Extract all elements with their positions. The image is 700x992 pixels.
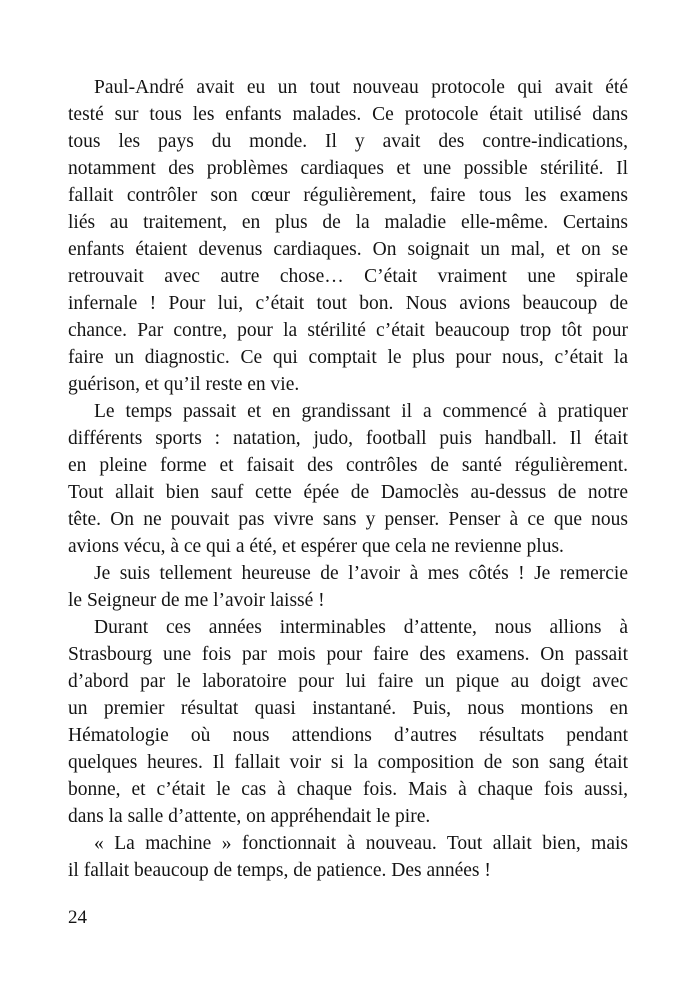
page-number: 24 — [68, 907, 87, 928]
text-line: d’abord par le laboratoire pour lui faire un pique au doigt avec — [68, 671, 628, 692]
text-line: Le temps passait et en grandissant il a commencé à pratiquer — [94, 401, 628, 422]
paragraph — [68, 614, 628, 830]
text-line: il fallait beaucoup de temps, de patience. Des années ! — [68, 860, 491, 881]
text-line: Tout allait bien sauf cette épée de Damoclès au-dessus de notre — [68, 482, 628, 503]
text-line: retrouvait avec autre chose… C’était vraiment une spirale — [68, 266, 628, 287]
text-line: enfants étaient devenus cardiaques. On soignait un mal, et on se — [68, 239, 628, 260]
text-line: quelques heures. Il fallait voir si la composition de son sang était — [68, 752, 628, 773]
text-line: Hématologie où nous attendions d’autres résultats pendant — [68, 725, 628, 746]
text-line: faire un diagnostic. Ce qui comptait le plus pour nous, c’était la — [68, 347, 628, 368]
paragraph — [68, 398, 628, 560]
text-line: différents sports : natation, judo, football puis handball. Il était — [68, 428, 628, 449]
text-line: un premier résultat quasi instantané. Puis, nous montions en — [68, 698, 628, 719]
text-line: fallait contrôler son cœur régulièrement, faire tous les examens — [68, 185, 628, 206]
text-line: infernale ! Pour lui, c’était tout bon. Nous avions beaucoup de — [68, 293, 628, 314]
text-line: Je suis tellement heureuse de l’avoir à mes côtés ! Je remercie — [94, 563, 628, 584]
text-line: Durant ces années interminables d’attente, nous allions à — [94, 617, 628, 638]
text-line: bonne, et c’était le cas à chaque fois. Mais à chaque fois aussi, — [68, 779, 628, 800]
text-line: tête. On ne pouvait pas vivre sans y penser. Penser à ce que nous — [68, 509, 628, 530]
text-line: notamment des problèmes cardiaques et une possible stérilité. Il — [68, 158, 628, 179]
text-line: « La machine » fonctionnait à nouveau. Tout allait bien, mais — [94, 833, 628, 854]
page-text — [68, 74, 628, 884]
text-line: tous les pays du monde. Il y avait des contre-indications, — [68, 131, 628, 152]
text-line: chance. Par contre, pour la stérilité c’était beaucoup trop tôt pour — [68, 320, 628, 341]
text-line: guérison, et qu’il reste en vie. — [68, 374, 300, 395]
text-line: testé sur tous les enfants malades. Ce protocole était utilisé dans — [68, 104, 628, 125]
paragraph — [68, 74, 628, 398]
paragraph — [68, 830, 628, 884]
text-line: en pleine forme et faisait des contrôles de santé régulièrement. — [68, 455, 628, 476]
paragraph — [68, 560, 628, 614]
text-line: dans la salle d’attente, on appréhendait le pire. — [68, 806, 431, 827]
text-line: avions vécu, à ce qui a été, et espérer que cela ne revienne plus. — [68, 536, 564, 557]
text-line: liés au traitement, en plus de la maladie elle-même. Certains — [68, 212, 628, 233]
text-line: Paul-André avait eu un tout nouveau protocole qui avait été — [94, 77, 628, 98]
text-line: le Seigneur de me l’avoir laissé ! — [68, 590, 325, 611]
text-line: Strasbourg une fois par mois pour faire des examens. On passait — [68, 644, 628, 665]
